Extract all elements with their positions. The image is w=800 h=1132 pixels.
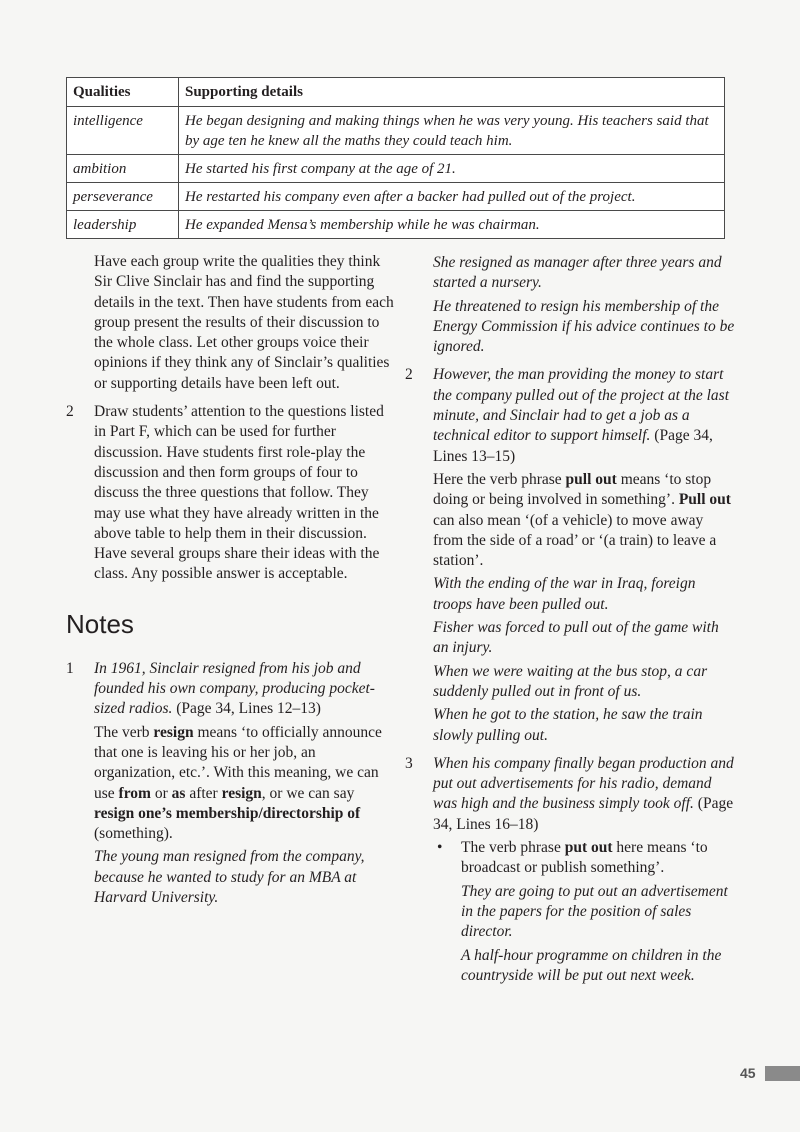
note-reference: (Page 34, Lines 12–13) — [176, 700, 321, 718]
left-column — [66, 252, 396, 908]
table-header-row — [67, 78, 725, 107]
note-quote-text: In 1961, Sinclair resigned from his job and founded his own company, producing pocket-sized radios. — [94, 659, 375, 718]
table-header: Qualities — [67, 78, 179, 107]
notes-heading: Notes — [66, 608, 134, 639]
note-quote — [433, 365, 735, 466]
item-number: 2 — [66, 403, 74, 421]
example-sentence: They are going to put out an advertisement in the papers for the position of sales director. — [461, 882, 728, 941]
qualities-table — [66, 77, 725, 239]
quality-cell: intelligence — [67, 107, 179, 155]
note-quote-text: However, the man providing the money to start the company pulled out of the project at the last minute, and Sinclair had to get a job as a technical editor to support himself. — [433, 366, 730, 445]
table-row — [67, 155, 725, 183]
note-number: 1 — [66, 659, 74, 677]
example-sentence: The young man resigned from the company, because he wanted to study for an MBA at Harvard University. — [94, 848, 365, 907]
example-sentence: A half-hour programme on children in the countryside will be put out next week. — [461, 946, 722, 984]
note-number: 2 — [405, 366, 413, 384]
quality-cell: ambition — [67, 155, 179, 183]
note-reference: (Page 34, Lines 16–18) — [433, 795, 734, 833]
example-sentence: Fisher was forced to pull out of the game with an injury. — [433, 619, 719, 657]
detail-cell: He expanded Mensa’s membership while he was chairman. — [179, 211, 725, 239]
page-number: 45 — [740, 1065, 756, 1081]
note-item-1 — [66, 659, 396, 909]
table-row — [67, 183, 725, 211]
instruction-paragraph: Have each group write the qualities they think Sir Clive Sinclair has and find the supporting details in the text. Then have students from each group present the results of their discussion to the whole class. Let other groups voice their opinions if they think any of Sinclair’s qualities or supporting details have been left out. — [94, 253, 394, 392]
detail-cell: He began designing and making things when he was very young. His teachers said that by age ten he knew all the maths they could teach him. — [179, 107, 725, 155]
note-quote-text: When his company finally began production and put out advertisements for his radio, demand was high and the business simply took off. — [433, 754, 734, 813]
table-header: Supporting details — [179, 78, 725, 107]
detail-cell: He restarted his company even after a backer had pulled out of the project. — [179, 183, 725, 211]
note-quote — [94, 659, 396, 720]
quality-cell: leadership — [67, 211, 179, 239]
note-explanation: The verb resign means ‘to officially announce that one is leaving his or her job, an organization, etc.’. With this meaning, we can use from or as after resign, or we can say resign one’s membership/directorship of (something). — [94, 723, 382, 843]
note-reference: (Page 34, Lines 13–15) — [433, 427, 713, 465]
quality-cell: perseverance — [67, 183, 179, 211]
note-quote — [433, 754, 735, 835]
example-sentence: When we were waiting at the bus stop, a car suddenly pulled out in front of us. — [433, 662, 708, 700]
note-explanation: The verb phrase put out here means ‘to broadcast or publish something’. — [461, 839, 708, 877]
table-row — [67, 107, 725, 155]
example-sentence: When he got to the station, he saw the train slowly pulling out. — [433, 706, 703, 744]
example-sentence: He threatened to resign his membership of the Energy Commission if his advice continues to be ignored. — [433, 297, 735, 356]
note-item-2 — [405, 365, 735, 745]
page-number-bar — [765, 1066, 800, 1081]
note-number: 3 — [405, 754, 413, 772]
bullet-icon: • — [437, 839, 443, 857]
table-row — [67, 211, 725, 239]
instruction-item-2 — [66, 402, 396, 585]
item-text: Draw students’ attention to the questions listed in Part F, which can be used for further discussion. Have students first role-play the discussion and then form groups of four to discuss the three questions that follow. They may use what they have already written in the above table to help them in their discussion. Have several groups share their ideas with the class. Any possible answer is acceptable. — [94, 403, 384, 583]
bullet-item — [433, 838, 735, 986]
note-item-3 — [405, 754, 735, 986]
example-sentence: She resigned as manager after three years and started a nursery. — [433, 254, 722, 292]
right-column — [405, 253, 735, 986]
detail-cell: He started his first company at the age of 21. — [179, 155, 725, 183]
example-sentence: With the ending of the war in Iraq, foreign troops have been pulled out. — [433, 575, 696, 613]
note-explanation: Here the verb phrase pull out means ‘to stop doing or being involved in something’. Pull out can also mean ‘(of a vehicle) to move away from the side of a road’ or ‘(a train) to leave a station’. — [433, 470, 731, 570]
